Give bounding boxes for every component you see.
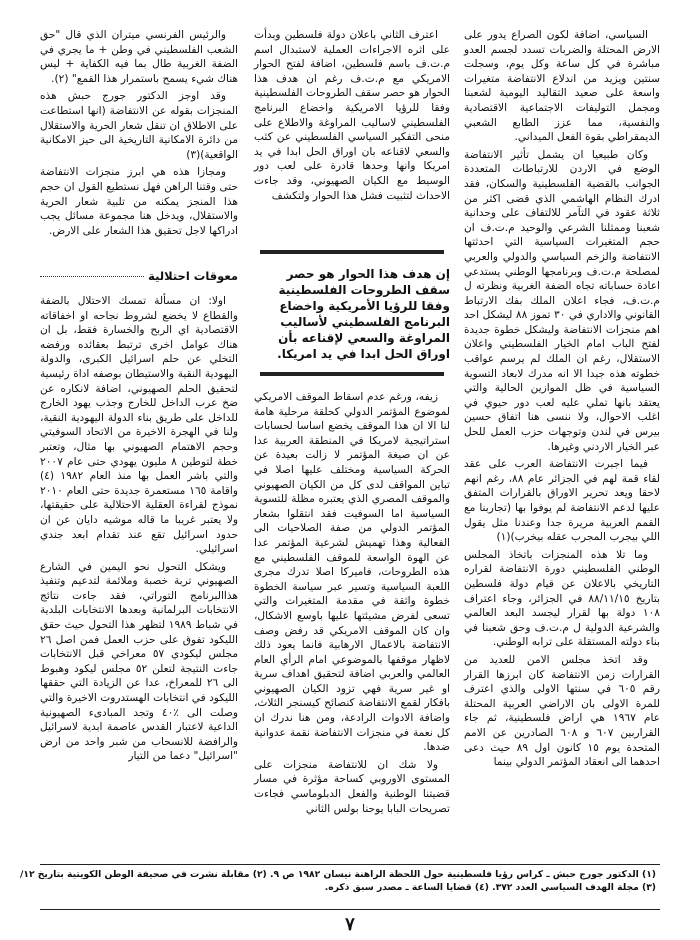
paragraph: وما تلا هذه المنجزات باتخاذ المجلس الوطني الفلسطيني دورة الانتفاضة لقراره التاريخي بالاعلان عن قيام دولة فلسطين بتاريخ ٨٨/١١/١٥ في الجزائر، وجاء اعتراف ١٠٨ دولة بها لقرار ليجسد البعد العالمي والشرعية الدولية ل م.ت.ف وحق شعبنا في بناء دولته المستقلة على ترابه الوطني. <box>464 548 660 649</box>
paragraph: وقد اتخذ مجلس الامن للعديد من القرارات زمن الانتفاضة كان ابرزها القرار رقم ٦٠٥ في سنتها الاولى والذي اعترف للمرة الاولى بان الاراضي العربية المحتلة عام ١٩٦٧ هي اراض فلسطينية، ثم جاء القراربين ٦٠٧ و ٦٠٨ الصادرين عن الامم المتحدة يوم ١٥ كانون اول ٨٩ حيث دعى احدهما الى انعقاد المؤتمر الدولي بينما <box>464 653 660 769</box>
article-column-left <box>40 28 238 856</box>
paragraph: اعترف الثاني باعلان دولة فلسطين وبدأت على اثره الاجراءات العملية لاستبدال اسم م.ت.ف باسم فلسطين، اضافة لفتح الحوار الامريكي مع م.ت.ف رغم ان هدف هذا الحوار هو حصر سقف الطروحات الفلسطينية وفقا للرؤيا الامريكية واخضاع البرنامج الفلسطيني لاساليب المراوغة والاطلاع على منحى التفكير السياسي الفلسطيني عن كثب والسعي لاقناعه بان اوراق الحل ابدا في يد امريكا وانها وحدها قادرة على لعب دور الوسيط مع الكيان الصهيوني، وقد جاءت الاحداث لتثبيت فشل هذا الحوار ولتكشف <box>254 29 450 202</box>
paragraph: السياسي، اضافة لكون الصراع يدور على الارض المحتلة والضربات تسدد لجسم العدو مباشرة في كل ساعة وكل يوم، وسجلت سنتين ويزيد من اندلاع الانتفاضة متغيرات واسعة على صعيد التقاليد اليومية لشعبنا ومجمل التوليفات الاجتماعية الاقتصادية والنفسية، مما عزز الطابع الشعبي الديمقراطي بقوة الفعل الميداني. <box>464 29 660 144</box>
footer-rule <box>40 909 660 910</box>
pullquote-rule-top <box>260 250 444 254</box>
paragraph: فيما اجبرت الانتفاضة العرب على عقد لقاء قمة لهم في الجزائر عام ٨٨، رغم انهم لاحقا ويعد تحرير الاوراق بالقرارات المتفق عليها لدعم الانتفاضة لم يوفوا بها (تجاربنا مع القمم العربية مريرة جدا وعندنا مثل يقول اللي بيجرب المجرب عقله بيخرب)(١) <box>464 458 661 544</box>
article-column-right <box>464 28 660 856</box>
paragraph: زيفه، ورغم عدم اسقاط الموقف الامريكي لموضوع المؤتمر الدولي كحلقة مرحلية هامة لنا الا ان هذا الموقف يخضع اساسا لحسابات استراتيجية لامريكا في المنطقة العربية عدا عن ان صيغة المؤتمر لا زالت بعيدة عن الحركة السياسية ومختلف عليها اصلا في تباين المواقف لدى كل من الكيان الصهيوني والموقف المصري الذي يعتبره مظلة للتسوية السياسية اما السوفيت فقد انتقلوا بشعار المؤتمر الدولي من صفة الصلاحيات الى الفعالية وهذا تهميش لشرعية المؤتمر عدا عن الهوة الواسعة للموقف الفلسطيني مع هذه الطروحات، فاميركا اصلا تدرك مجرى اللعبة السياسية وتسير عبر سياسة الخطوة خطوة واثقة في مقدمة المتغيرات والتي تسعى لفرض مشيئتها عليها باوسع الاشكال، وان كان الموقف الامريكي قد رفض وصف الانتفاضة بالاعمال الارهابية فانما يعود ذلك لاظهار موقفها بالموضوعي امام الرأي العام العالمي والعربي اضافة لتحقيق اهداف سرية او غير سرية فهي تزود الكيان الصهيوني بافكار لقمع الانتفاضة كنصائح كيسنجر الثلاث، واضافة الادوات الرادعة، ومن هنا ندرك ان كل نعمة في منجزات الانتفاضة نقمة عدوانية ضدها. <box>254 391 450 754</box>
page-number: ٧ <box>345 914 355 935</box>
paragraph: ولا شك ان للانتفاضة منجزات على المستوى الاوروبي كساحة مؤثرة في مسار قضيتنا الوطنية والفعل الدبلوماسي فجاءت تصريحات البابا يوحنا بولس الثاني <box>254 758 450 815</box>
section-heading: معوقات احتلالية <box>144 268 238 284</box>
pullquote-rule-bottom <box>260 372 444 376</box>
footnotes <box>20 868 656 894</box>
paragraph: والرئيس الفرنسي ميتران الذي قال "حق الشعب الفلسطيني في وطن + ما يجري في الضفة الغربية طال بما فيه الكفاية + ليس هناك شيء يسمح باستمرار هذا القمع" (٢). <box>40 29 238 85</box>
section-heading-row <box>40 268 238 286</box>
paragraph: ويشكل التحول نحو اليمين في الشارع الصهيوني تربة خصبة وملائمة لتدعيم وتنفيذ هذاالبرنامج التوراتي، فقد جاءت نتائج الانتخابات البرلمانية وبعدها الانتخابات البلدية في شباط ١٩٨٩ لتظهر هذا التحول حيث حقق الليكود تفوق على حزب العمل فمن اصل ٢٦ مجلس ليكودي ٥٧ معراخي قبل الانتخابات جاءت النتيجة لتعلن ٥٢ مجلس ليكود وهبوط الى ٢٦ للمعراخ، عدا عن الزيادة التي حققها الليكود في انتخابات الهستدروت الاخيرة والتي وصلت الى ٪٤٠ وتجد المبادىء الصهيونية الداعية لاعتبار القدس عاصمة ابدية لاسرائيل والرافضة للانسحاب من شبر واحد من ارض "اسرائيل" دعما من التيار <box>40 560 238 763</box>
left-top-text <box>40 28 238 262</box>
paragraph: اولا: ان مسألة تمسك الاحتلال بالضفة والقطاع لا يخضع لشروط نجاحه او اخفاقاته الاقتصادية اي الربح والخسارة فقط، بل ان هناك عوامل اخرى ترتبط بعقائده ورفضه التخلي عن حلم اسرائيل الكبرى، والدولة اليهودية النقية والاستيطان بوصفه اداة رئيسية لتحقيق الحلم الصهيوني، اضافة لانكاره عن ضخ عرب الداخل للخارج وجذب يهود الخارج للداخل على طريق بناء الدولة اليهودية النقية، ولنا في الهجرة الاخيرة من الاتحاد السوفيتي وحجم الاهتمام الصهيوني بها مثال، وتعتبر خطة لتوطين ٨ مليون يهودي حتى عام ٢٠٠٧ والتي باشر العمل بها منذ العام ١٩٨٢ (٤) واقامة ١٦٥ مستعمرة جديدة حتى العام ٢٠١٠ نموذج لقراءة العقلية الاحتلالية على حقيقتها، ولا يعتبر غريبا ما قاله موشيه دايان عن ان حدود اسرائيل تقع عند تقدام ابعد جندي اسرائيلي. <box>40 295 239 556</box>
paragraph: وكان طبيعيا ان يشمل تأثير الانتفاضة الوضع في الاردن للارتباطات المتعددة الجوانب بالقضية الفلسطينية والسكان، فقد ادرك النظام الهاشمي الذي قضى اكثر من ثلاثة عقود في التآمر للالتفاف على وحدانية شعبنا وممثلنا الشرعي والوحيد م.ت.ف ان حجم المتغيرات السياسية التي احدثتها الانتفاضة والزخم السياسي والدولي والعربي لمصلحة م.ت.ف وبرنامجها الوطني يستدعي اعادة حساباته تجاه الضفة الغربية ونظرته ل م.ت.ف، فجاء اعلان الملك بفك الارتباط القانوني والاداري في ٣٠ تموز ٨٨ ليشكل احد اهم منجزات الانتفاضة وليشكل خطوة جديدة لفتح الباب امام الخيار الفلسطيني واعلان الاستقلال، رغم ان الملك لم يرسم عواقب خطوته هذه جيدا الا انه مدرك لابعاد التسوية السياسية في ظل الموازين الحالية والتي يعتقد بانها تملي عليه لعب دور حيوي في اغلب الاحوال، ولا ننسى هنا اتفاق حسين بيرس في لندن وتوجهات حزب العمل للحل عبر الخيار الاردني وغيرها. <box>464 148 661 453</box>
paragraph: وقد اوجز الدكتور جورج حبش هذه المنجزات بقوله عن الانتفاضة (انها استطاعت على الاطلاق ان تنقل شعار الحرية والاستقلال من دائرة الامكانية التاريخية الى حيز الامكانية الواقعية)(٣) <box>40 90 238 161</box>
paragraph: ومجازا هذه هي ابرز منجزات الانتفاضة حتى وقتنا الراهن فهل نستطيع القول ان حجم هذا المنجز يمكنه من تلبية شعار الحرية والاستقلال، ويدخل هنا مجموعة مسائل يجب ادراكها لاجل تحقيق هذا الشعار على الارض. <box>40 166 238 237</box>
footnote-line: (١) الدكتور جورج حبش ـ كراس رؤيا فلسطينية حول اللحظة الراهنة نيسان ١٩٨٢ ص ٩. (٢) مقابلة نشرت في صحيفة الوطن الكويتية بتاريخ ١٢/ <box>20 869 656 880</box>
footnote-line: (٣) مجلة الهدف السياسي العدد ٣٧٢. (٤) قضايا الساعة ـ مصدر سبق ذكره. <box>324 882 656 893</box>
article-column-middle <box>254 28 450 856</box>
middle-bottom-text <box>254 390 450 856</box>
middle-top-text <box>254 28 450 244</box>
pullquote: إن هدف هذا الحوار هو حصر سقف الطروحات الفلسطينية وفقا للرؤيا الأمريكية واخضاع البرنامج الفلسطيني لأساليب المراوغة والسعي لإقناعه بأن اوراق الحل ابدا في يد امريكا. <box>277 267 450 361</box>
footnotes-rule <box>40 864 660 865</box>
heading-dotted-rule <box>40 276 148 277</box>
left-bottom-text <box>40 294 238 856</box>
